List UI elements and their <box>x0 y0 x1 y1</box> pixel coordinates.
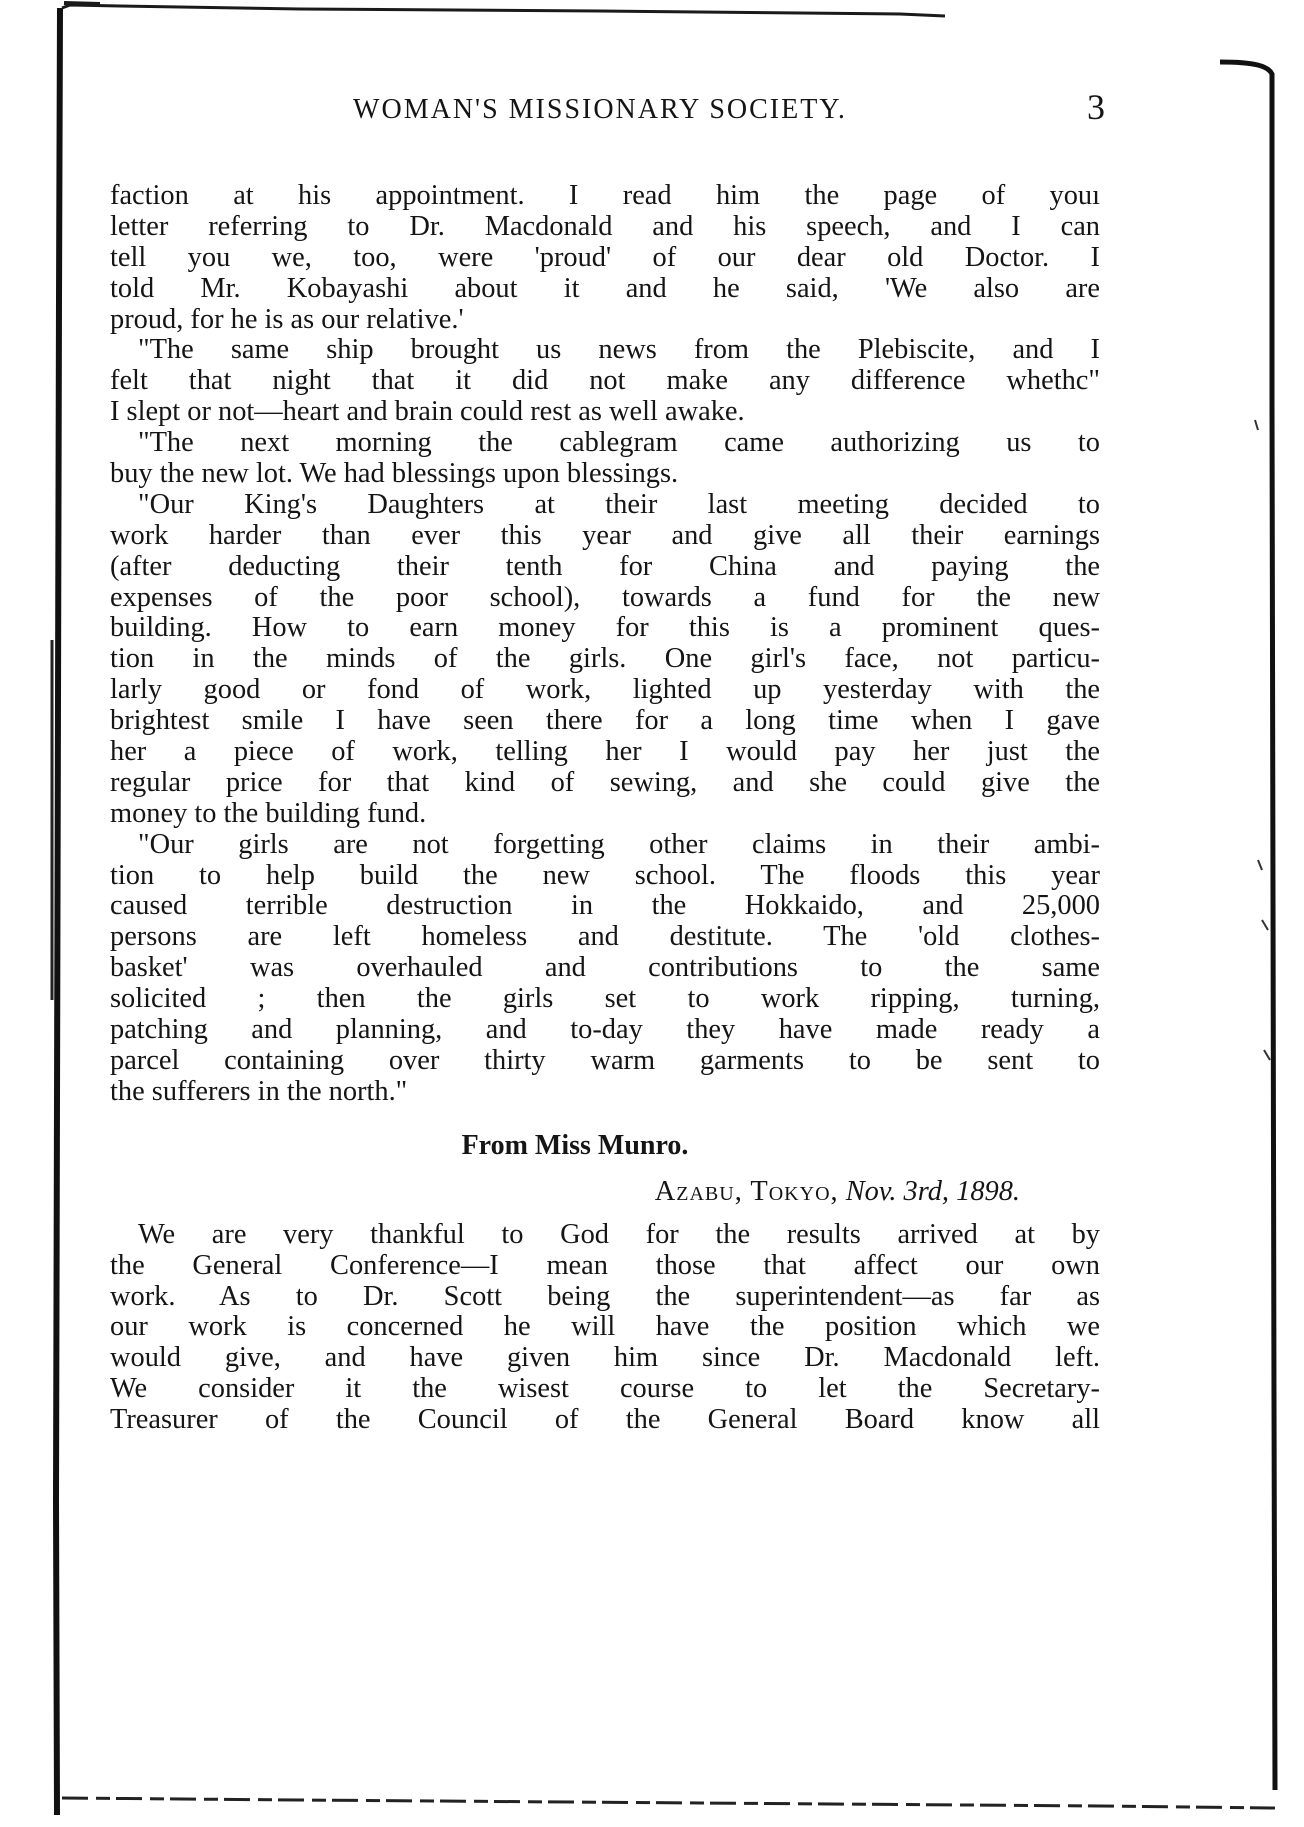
text-line: tion in the minds of the girls. One girl's face, not particu- <box>110 644 1100 675</box>
text-line: "The next morning the cablegram came authorizing us to <box>138 428 1100 459</box>
text-line: work. As to Dr. Scott being the superintendent—as far as <box>110 1281 1100 1312</box>
text-line: (after deducting their tenth for China and paying the <box>110 551 1100 582</box>
text-line: regular price for that kind of sewing, and she could give the <box>110 767 1100 798</box>
text-line: tell you we, too, were 'proud' of our dear old Doctor. I <box>110 242 1100 273</box>
text-line: buy the new lot. We had blessings upon blessings. <box>110 459 679 490</box>
running-head <box>95 88 1105 148</box>
text-line: the sufferers in the north." <box>110 1076 408 1107</box>
text-line: "The same ship brought us news from the Plebiscite, and I <box>138 335 1100 366</box>
running-title: WOMAN'S MISSIONARY SOCIETY. <box>353 94 847 125</box>
section-heading: From Miss Munro. <box>461 1129 689 1161</box>
text-line: our work is concerned he will have the position which we <box>110 1312 1100 1343</box>
text-line: basket' was overhauled and contributions to the same <box>110 953 1100 984</box>
text-line: felt that night that it did not make any difference whethc" <box>110 366 1100 397</box>
text-line: the General Conference—I mean those that affect our own <box>110 1250 1100 1281</box>
dateline-place: Azabu, Tokyo, <box>654 1175 839 1207</box>
text-line: parcel containing over thirty warm garments to be sent to <box>110 1045 1100 1076</box>
text-line: "Our King's Daughters at their last meeting decided to <box>138 489 1100 520</box>
text-line: letter referring to Dr. Macdonald and his speech, and I can <box>110 211 1100 242</box>
text-line: building. How to earn money for this is a prominent ques- <box>110 613 1100 644</box>
book-page <box>95 88 1105 1788</box>
text-line: brightest smile I have seen there for a long time when I gave <box>110 706 1100 737</box>
text-line: caused terrible destruction in the Hokkaido, and 25,000 <box>110 891 1100 922</box>
text-line: money to the building fund. <box>110 798 427 829</box>
text-line: solicited ; then the girls set to work ripping, turning, <box>110 984 1100 1015</box>
text-line: tion to help build the new school. The floods this year <box>110 860 1100 891</box>
text-line: "Our girls are not forgetting other claims in their ambi- <box>138 829 1100 860</box>
text-line: work harder than ever this year and give all their earnings <box>110 520 1100 551</box>
dateline-date: Nov. 3rd, 1898. <box>845 1175 1020 1207</box>
text-line: would give, and have given him since Dr. Macdonald left. <box>110 1343 1100 1374</box>
text-line: patching and planning, and to-day they have made ready a <box>110 1015 1100 1046</box>
text-line: faction at his appointment. I read him the page of youı <box>110 181 1100 211</box>
text-line: larly good or fond of work, lighted up yesterday with the <box>110 675 1100 706</box>
text-line: I slept or not—heart and brain could rest as well awake. <box>110 397 745 428</box>
text-line: told Mr. Kobayashi about it and he said, 'We also are <box>110 273 1100 304</box>
page-number: 3 <box>1087 87 1105 127</box>
dateline <box>110 1168 1100 1216</box>
text-line: proud, for he is as our relative.' <box>110 304 464 335</box>
text-line: persons are left homeless and destitute. The 'old clothes- <box>110 922 1100 953</box>
text-line: her a piece of work, telling her I would pay her just the <box>110 737 1100 768</box>
text-line: We consider it the wisest course to let the Secretary- <box>110 1374 1100 1405</box>
text-line: expenses of the poor school), towards a fund for the new <box>110 582 1100 613</box>
text-line: We are very thankful to God for the results arrived at by <box>138 1219 1100 1250</box>
text-line: Treasurer of the Council of the General Board know all <box>110 1405 1100 1436</box>
body-text <box>110 181 1100 1436</box>
